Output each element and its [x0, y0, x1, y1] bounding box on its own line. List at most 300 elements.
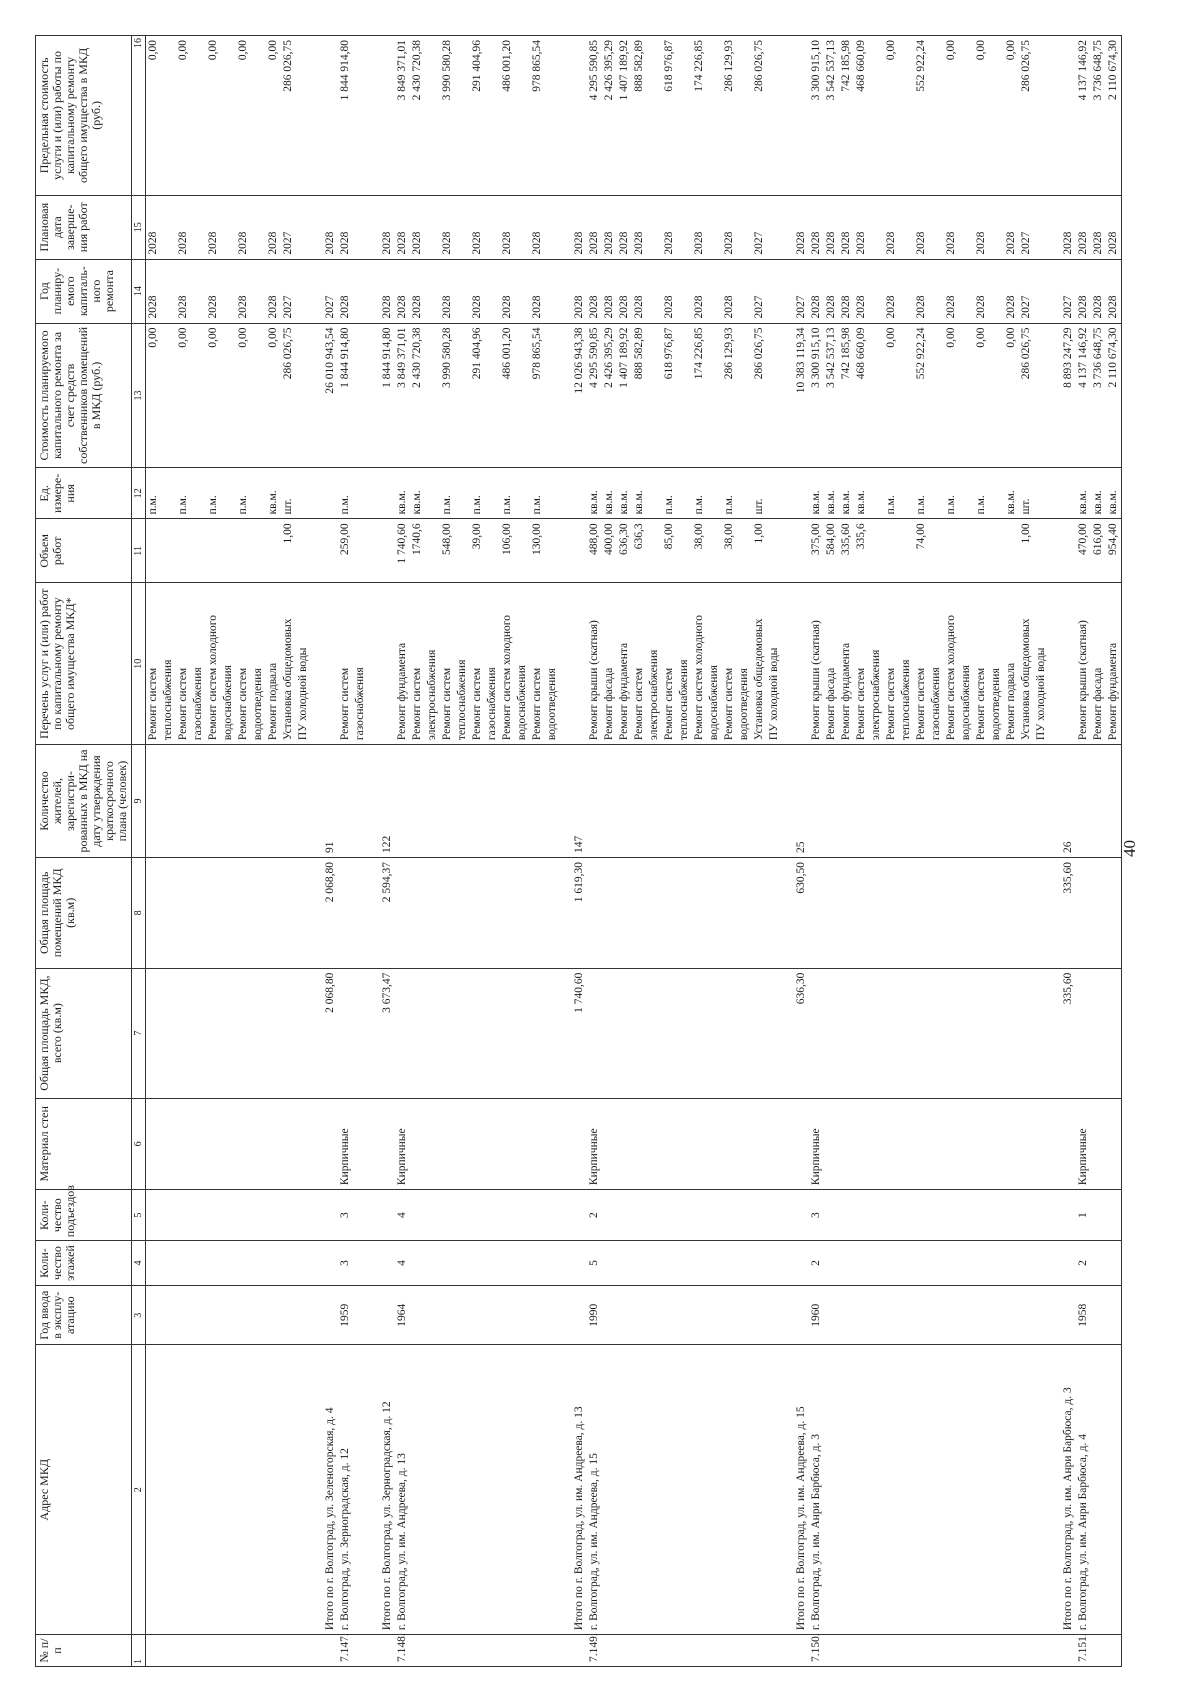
row-index — [974, 1635, 989, 1667]
material-cell — [530, 1098, 545, 1190]
limit-cost-cell — [782, 36, 809, 196]
table-row — [353, 36, 368, 1667]
volume-cell — [368, 519, 395, 583]
volume-cell: 1,00 — [1019, 519, 1034, 583]
area-total-cell — [206, 968, 221, 1098]
address-cell — [1106, 1345, 1122, 1635]
material-cell — [353, 1098, 368, 1190]
area-rooms-cell — [632, 857, 647, 968]
volume-cell — [311, 519, 338, 583]
floors-cell — [692, 1241, 707, 1286]
date-end-cell — [221, 195, 236, 259]
cost-cell: 2 430 720,38 — [410, 323, 425, 468]
row-index — [914, 1635, 929, 1667]
row-index — [1034, 1635, 1049, 1667]
floors-cell — [929, 1241, 944, 1286]
unit-cell: п.м. — [500, 468, 515, 519]
table-row — [989, 36, 1004, 1667]
area-rooms-cell — [824, 857, 839, 968]
area-rooms-cell — [707, 857, 722, 968]
floors-cell — [944, 1241, 959, 1286]
floors-cell — [266, 1241, 281, 1286]
limit-cost-cell — [647, 36, 662, 196]
volume-cell: 1 740,60 — [395, 519, 410, 583]
column-number: 5 — [132, 1190, 146, 1241]
limit-cost-cell — [545, 36, 560, 196]
volume-cell: 1,00 — [281, 519, 296, 583]
floors-cell — [500, 1241, 515, 1286]
area-rooms-cell — [959, 857, 974, 968]
limit-cost-cell: 3 542 537,13 — [824, 36, 839, 196]
area-rooms-cell — [602, 857, 617, 968]
limit-cost-cell: 0,00 — [974, 36, 989, 196]
entrances-cell — [767, 1190, 782, 1241]
volume-cell — [959, 519, 974, 583]
address-cell: Итого по г. Волгоград, ул. им. Анри Барбюса, д. 3 — [1049, 1345, 1076, 1635]
floors-cell — [251, 1241, 266, 1286]
year-plan-cell: 2028 — [587, 259, 602, 323]
date-end-cell: 2027 — [752, 195, 767, 259]
address-cell — [632, 1345, 647, 1635]
entrances-cell — [632, 1190, 647, 1241]
works-cell: Ремонт систем холодного — [692, 583, 707, 745]
year-plan-cell — [647, 259, 662, 323]
table-row — [146, 36, 162, 1667]
residents-cell — [545, 745, 560, 858]
area-total-cell — [602, 968, 617, 1098]
entrances-cell: 4 — [395, 1190, 410, 1241]
cost-cell — [677, 323, 692, 468]
year-cell — [899, 1285, 914, 1345]
year-cell — [1091, 1285, 1106, 1345]
works-cell: Ремонт систем — [722, 583, 737, 745]
year-cell — [824, 1285, 839, 1345]
area-total-cell — [440, 968, 455, 1098]
row-index — [410, 1635, 425, 1667]
cost-cell: 2 426 395,29 — [602, 323, 617, 468]
floors-cell: 3 — [338, 1241, 353, 1286]
table-row — [161, 36, 176, 1667]
volume-cell: 584,00 — [824, 519, 839, 583]
area-rooms-cell — [944, 857, 959, 968]
table-row — [176, 36, 191, 1667]
floors-cell — [722, 1241, 737, 1286]
entrances-cell — [884, 1190, 899, 1241]
year-plan-cell — [161, 259, 176, 323]
residents-cell — [839, 745, 854, 858]
column-number: 16 — [132, 36, 146, 196]
unit-cell: п.м. — [974, 468, 989, 519]
unit-cell: кв.м. — [602, 468, 617, 519]
volume-cell: 335,60 — [839, 519, 854, 583]
material-cell — [617, 1098, 632, 1190]
year-plan-cell — [737, 259, 752, 323]
date-end-cell: 2028 — [440, 195, 455, 259]
limit-cost-cell: 2 426 395,29 — [602, 36, 617, 196]
area-rooms-cell — [899, 857, 914, 968]
area-rooms-cell — [410, 857, 425, 968]
floors-cell: 5 — [587, 1241, 602, 1286]
works-cell: ПУ холодной воды — [767, 583, 782, 745]
residents-cell — [869, 745, 884, 858]
floors-cell — [191, 1241, 206, 1286]
address-cell — [470, 1345, 485, 1635]
date-end-cell: 2028 — [722, 195, 737, 259]
header-floors: Коли-чество этажей — [36, 1241, 132, 1286]
year-plan-cell — [515, 259, 530, 323]
year-cell: 1960 — [809, 1285, 824, 1345]
area-total-cell — [236, 968, 251, 1098]
works-cell: водоснабжения — [221, 583, 236, 745]
row-index — [161, 1635, 176, 1667]
cost-cell: 2 110 674,30 — [1106, 323, 1122, 468]
date-end-cell: 2028 — [176, 195, 191, 259]
cost-cell — [707, 323, 722, 468]
volume-cell — [161, 519, 176, 583]
row-index — [146, 1635, 162, 1667]
limit-cost-cell: 0,00 — [206, 36, 221, 196]
floors-cell — [410, 1241, 425, 1286]
works-cell: водоснабжения — [515, 583, 530, 745]
date-end-cell: 2027 — [281, 195, 296, 259]
row-index — [632, 1635, 647, 1667]
address-cell: г. Волгоград, ул. им. Андреева, д. 13 — [395, 1345, 410, 1635]
address-cell — [1091, 1345, 1106, 1635]
row-index — [722, 1635, 737, 1667]
unit-cell — [959, 468, 974, 519]
area-rooms-cell — [236, 857, 251, 968]
row-index — [854, 1635, 869, 1667]
volume-cell — [353, 519, 368, 583]
volume-cell: 38,00 — [692, 519, 707, 583]
year-plan-cell: 2027 — [752, 259, 767, 323]
residents-cell — [500, 745, 515, 858]
address-cell — [722, 1345, 737, 1635]
date-end-cell: 2028 — [884, 195, 899, 259]
works-cell: Ремонт систем холодного — [500, 583, 515, 745]
material-cell — [281, 1098, 296, 1190]
row-index — [206, 1635, 221, 1667]
row-index — [191, 1635, 206, 1667]
address-cell — [296, 1345, 311, 1635]
area-rooms-cell — [251, 857, 266, 968]
year-plan-cell — [251, 259, 266, 323]
address-cell — [440, 1345, 455, 1635]
material-cell — [1106, 1098, 1122, 1190]
floors-cell — [854, 1241, 869, 1286]
limit-cost-cell: 0,00 — [176, 36, 191, 196]
column-number: 13 — [132, 323, 146, 468]
volume-cell: 1740,6 — [410, 519, 425, 583]
date-end-cell: 2028 — [1106, 195, 1122, 259]
table-row — [587, 36, 602, 1667]
area-total-cell — [974, 968, 989, 1098]
residents-cell: 26 — [1049, 745, 1076, 858]
volume-cell — [221, 519, 236, 583]
year-cell — [311, 1285, 338, 1345]
year-cell — [1004, 1285, 1019, 1345]
area-total-cell: 636,30 — [782, 968, 809, 1098]
year-cell — [560, 1285, 587, 1345]
address-cell — [707, 1345, 722, 1635]
address-cell — [944, 1345, 959, 1635]
material-cell — [470, 1098, 485, 1190]
area-rooms-cell — [161, 857, 176, 968]
year-cell — [869, 1285, 884, 1345]
volume-cell: 636,30 — [617, 519, 632, 583]
residents-cell — [884, 745, 899, 858]
cost-cell — [353, 323, 368, 468]
year-plan-cell — [869, 259, 884, 323]
unit-cell — [929, 468, 944, 519]
unit-cell — [161, 468, 176, 519]
cost-cell — [425, 323, 440, 468]
works-cell: Ремонт систем — [854, 583, 869, 745]
address-cell: Итого по г. Волгоград, ул. Зерноградская, д. 12 — [368, 1345, 395, 1635]
volume-cell: 106,00 — [500, 519, 515, 583]
row-index: 7.150. — [809, 1635, 824, 1667]
unit-cell: п.м. — [884, 468, 899, 519]
area-rooms-cell — [545, 857, 560, 968]
entrances-cell — [236, 1190, 251, 1241]
material-cell — [368, 1098, 395, 1190]
residents-cell — [854, 745, 869, 858]
year-cell — [161, 1285, 176, 1345]
area-rooms-cell — [854, 857, 869, 968]
floors-cell — [236, 1241, 251, 1286]
material-cell — [647, 1098, 662, 1190]
address-cell — [206, 1345, 221, 1635]
date-end-cell — [707, 195, 722, 259]
address-cell — [602, 1345, 617, 1635]
limit-cost-cell — [161, 36, 176, 196]
limit-cost-cell: 2 110 674,30 — [1106, 36, 1122, 196]
date-end-cell: 2028 — [338, 195, 353, 259]
header-material: Материал стен — [36, 1098, 132, 1190]
date-end-cell: 2028 — [1049, 195, 1076, 259]
material-cell — [869, 1098, 884, 1190]
residents-cell — [191, 745, 206, 858]
residents-cell — [989, 745, 1004, 858]
unit-cell: шт. — [281, 468, 296, 519]
works-cell: Ремонт систем — [146, 583, 162, 745]
area-total-cell — [545, 968, 560, 1098]
material-cell — [455, 1098, 470, 1190]
floors-cell — [425, 1241, 440, 1286]
row-index — [1049, 1635, 1076, 1667]
year-cell — [221, 1285, 236, 1345]
area-total-cell: 3 673,47 — [368, 968, 395, 1098]
limit-cost-cell — [929, 36, 944, 196]
year-plan-cell: 2028 — [1076, 259, 1091, 323]
column-number: 14 — [132, 259, 146, 323]
cost-cell: 3 849 371,01 — [395, 323, 410, 468]
works-cell: газоснабжения — [929, 583, 944, 745]
works-cell: электроснабжения — [425, 583, 440, 745]
material-cell — [161, 1098, 176, 1190]
unit-cell: кв.м. — [410, 468, 425, 519]
address-cell — [1004, 1345, 1019, 1635]
entrances-cell: 3 — [809, 1190, 824, 1241]
date-end-cell — [1034, 195, 1049, 259]
limit-cost-cell — [959, 36, 974, 196]
residents-cell — [809, 745, 824, 858]
area-rooms-cell — [929, 857, 944, 968]
year-cell — [281, 1285, 296, 1345]
limit-cost-cell: 552 922,24 — [914, 36, 929, 196]
cost-cell: 291 404,96 — [470, 323, 485, 468]
residents-cell — [515, 745, 530, 858]
date-end-cell: 2027 — [1019, 195, 1034, 259]
volume-cell: 954,40 — [1106, 519, 1122, 583]
material-cell — [884, 1098, 899, 1190]
table-row — [602, 36, 617, 1667]
address-cell: г. Волгоград, ул. им. Андреева, д. 15 — [587, 1345, 602, 1635]
residents-cell — [737, 745, 752, 858]
residents-cell: 147 — [560, 745, 587, 858]
area-rooms-cell — [722, 857, 737, 968]
residents-cell — [485, 745, 500, 858]
header-area-total: Общая площадь МКД, всего (кв.м) — [36, 968, 132, 1098]
cost-cell: 3 300 915,10 — [809, 323, 824, 468]
volume-cell: 38,00 — [722, 519, 737, 583]
year-plan-cell: 2028 — [338, 259, 353, 323]
year-plan-cell: 2028 — [692, 259, 707, 323]
residents-cell — [221, 745, 236, 858]
entrances-cell — [617, 1190, 632, 1241]
entrances-cell — [959, 1190, 974, 1241]
material-cell — [425, 1098, 440, 1190]
year-cell — [617, 1285, 632, 1345]
unit-cell: кв.м. — [824, 468, 839, 519]
year-cell — [530, 1285, 545, 1345]
unit-cell: кв.м. — [587, 468, 602, 519]
area-rooms-cell — [884, 857, 899, 968]
unit-cell — [515, 468, 530, 519]
limit-cost-cell: 2 430 720,38 — [410, 36, 425, 196]
year-cell — [782, 1285, 809, 1345]
row-index — [560, 1635, 587, 1667]
volume-cell — [899, 519, 914, 583]
row-index — [899, 1635, 914, 1667]
total-row — [782, 36, 809, 1667]
area-total-cell — [647, 968, 662, 1098]
year-plan-cell: 2028 — [530, 259, 545, 323]
address-cell — [455, 1345, 470, 1635]
year-cell — [545, 1285, 560, 1345]
material-cell — [722, 1098, 737, 1190]
residents-cell — [353, 745, 368, 858]
residents-cell — [338, 745, 353, 858]
year-cell: 1964 — [395, 1285, 410, 1345]
date-end-cell — [296, 195, 311, 259]
area-total-cell — [809, 968, 824, 1098]
residents-cell — [974, 745, 989, 858]
column-number: 2 — [132, 1345, 146, 1635]
limit-cost-cell: 3 849 371,01 — [395, 36, 410, 196]
row-index — [311, 1635, 338, 1667]
residents-cell: 122 — [368, 745, 395, 858]
unit-cell — [737, 468, 752, 519]
area-total-cell — [737, 968, 752, 1098]
row-index — [782, 1635, 809, 1667]
header-residents: Количество жителей, зарегистри-рованных в МКД на дату утверждения краткосрочного плана (человек) — [36, 745, 132, 858]
area-rooms-cell — [1091, 857, 1106, 968]
volume-cell — [1049, 519, 1076, 583]
residents-cell — [914, 745, 929, 858]
cost-cell — [929, 323, 944, 468]
volume-cell — [869, 519, 884, 583]
works-cell: Ремонт фундамента — [1106, 583, 1122, 745]
year-cell — [632, 1285, 647, 1345]
material-cell: Кирпичные — [395, 1098, 410, 1190]
area-total-cell — [500, 968, 515, 1098]
works-cell: Ремонт фасада — [602, 583, 617, 745]
entrances-cell — [722, 1190, 737, 1241]
residents-cell — [959, 745, 974, 858]
entrances-cell — [485, 1190, 500, 1241]
address-cell — [839, 1345, 854, 1635]
limit-cost-cell: 888 582,89 — [632, 36, 647, 196]
residents-cell — [251, 745, 266, 858]
floors-cell — [1106, 1241, 1122, 1286]
header-idx: № п/п — [36, 1635, 132, 1667]
header-works: Перечень услуг и (или) работ по капитальному ремонту общего имущества МКД* — [36, 583, 132, 745]
volume-cell: 470,00 — [1076, 519, 1091, 583]
year-plan-cell — [545, 259, 560, 323]
volume-cell: 335,6 — [854, 519, 869, 583]
area-total-cell — [767, 968, 782, 1098]
works-cell: газоснабжения — [191, 583, 206, 745]
total-row — [560, 36, 587, 1667]
entrances-cell — [296, 1190, 311, 1241]
volume-cell: 488,00 — [587, 519, 602, 583]
unit-cell — [767, 468, 782, 519]
floors-cell — [677, 1241, 692, 1286]
cost-cell — [737, 323, 752, 468]
address-cell — [266, 1345, 281, 1635]
volume-cell — [251, 519, 266, 583]
column-number: 15 — [132, 195, 146, 259]
entrances-cell — [854, 1190, 869, 1241]
year-cell — [485, 1285, 500, 1345]
works-cell: Ремонт фасада — [1091, 583, 1106, 745]
row-index — [1004, 1635, 1019, 1667]
row-index — [515, 1635, 530, 1667]
floors-cell — [707, 1241, 722, 1286]
volume-cell: 400,00 — [602, 519, 617, 583]
limit-cost-cell: 286 026,75 — [281, 36, 296, 196]
area-rooms-cell — [1019, 857, 1034, 968]
works-cell: Ремонт систем холодного — [206, 583, 221, 745]
area-rooms-cell — [221, 857, 236, 968]
address-cell — [191, 1345, 206, 1635]
residents-cell — [470, 745, 485, 858]
residents-cell — [296, 745, 311, 858]
unit-cell: кв.м. — [854, 468, 869, 519]
residents-cell — [647, 745, 662, 858]
floors-cell — [530, 1241, 545, 1286]
area-rooms-cell — [530, 857, 545, 968]
entrances-cell — [455, 1190, 470, 1241]
volume-cell — [1004, 519, 1019, 583]
table-row — [767, 36, 782, 1667]
residents-cell — [440, 745, 455, 858]
column-number: 7 — [132, 968, 146, 1098]
year-cell — [515, 1285, 530, 1345]
date-end-cell: 2028 — [236, 195, 251, 259]
works-cell: Ремонт систем — [632, 583, 647, 745]
